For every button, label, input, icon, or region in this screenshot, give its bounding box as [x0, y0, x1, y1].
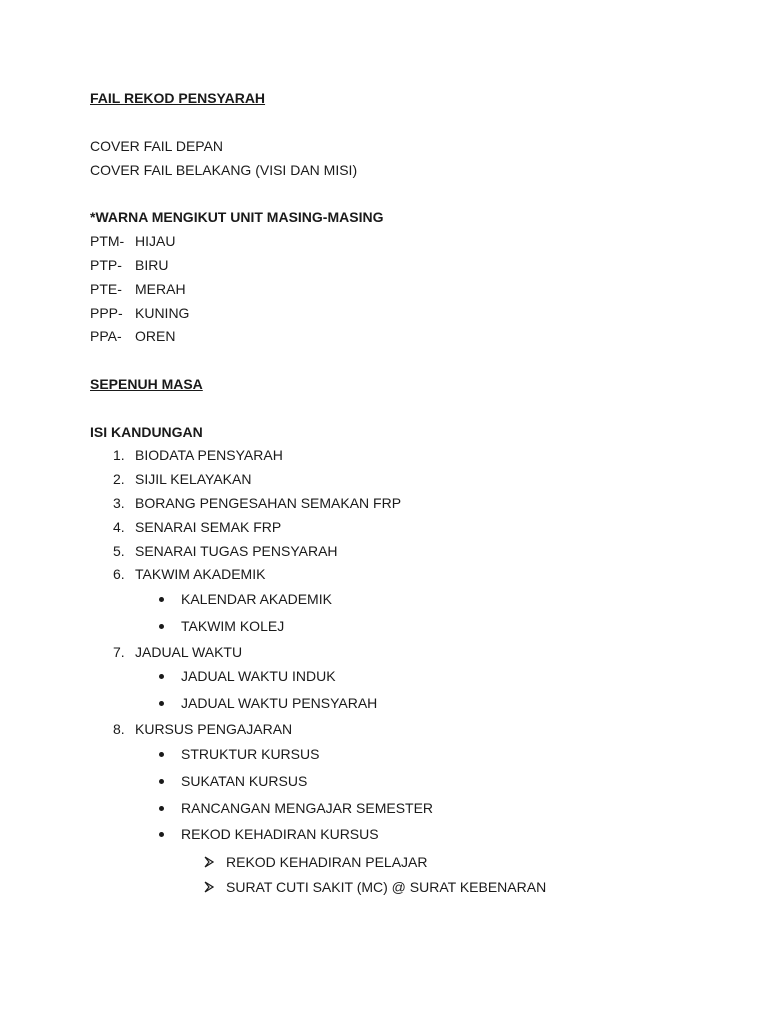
unit-colour: BIRU — [135, 257, 169, 273]
sub-list-item: STRUKTUR KURSUS — [181, 746, 320, 762]
list-item: BIODATA PENSYARAH — [135, 447, 283, 463]
list-item-number: 5. — [113, 543, 125, 559]
unit-code: PPA- — [90, 328, 122, 344]
list-item: KURSUS PENGAJARAN — [135, 721, 293, 737]
sub-sub-list-item: REKOD KEHADIRAN PELAJAR — [226, 854, 428, 870]
list-item-number: 7. — [113, 644, 125, 660]
list-item: SENARAI TUGAS PENSYARAH — [135, 543, 338, 559]
bullet-icon — [159, 752, 164, 757]
arrow-bullet-icon — [204, 881, 214, 893]
unit-code: PTE- — [90, 281, 122, 297]
list-item-number: 8. — [113, 721, 125, 737]
document-title: FAIL REKOD PENSYARAH — [90, 90, 266, 106]
sub-list-item: RANCANGAN MENGAJAR SEMESTER — [181, 800, 434, 816]
list-item-number: 1. — [113, 447, 125, 463]
list-item: SENARAI SEMAK FRP — [135, 519, 282, 535]
unit-code: PTP- — [90, 257, 122, 273]
unit-colour: MERAH — [135, 281, 186, 297]
bullet-icon — [159, 674, 164, 679]
sub-list-item: REKOD KEHADIRAN KURSUS — [181, 826, 379, 842]
list-item-number: 6. — [113, 566, 125, 582]
bullet-icon — [159, 832, 164, 837]
list-item: BORANG PENGESAHAN SEMAKAN FRP — [135, 495, 402, 511]
list-item: JADUAL WAKTU — [135, 644, 243, 660]
list-item: SIJIL KELAYAKAN — [135, 471, 252, 487]
bullet-icon — [159, 597, 164, 602]
list-item: TAKWIM AKADEMIK — [135, 566, 266, 582]
colour-note: *WARNA MENGIKUT UNIT MASING-MASING — [90, 209, 384, 225]
bullet-icon — [159, 701, 164, 706]
sub-list-item: TAKWIM KOLEJ — [181, 618, 285, 634]
cover-front: COVER FAIL DEPAN — [90, 138, 224, 154]
bullet-icon — [159, 779, 164, 784]
sub-list-item: SUKATAN KURSUS — [181, 773, 308, 789]
list-item-number: 2. — [113, 471, 125, 487]
sub-sub-list-item: SURAT CUTI SAKIT (MC) @ SURAT KEBENARAN — [226, 879, 547, 895]
unit-colour: KUNING — [135, 305, 190, 321]
unit-code: PTM- — [90, 233, 125, 249]
cover-back: COVER FAIL BELAKANG (VISI DAN MISI) — [90, 162, 358, 178]
list-item-number: 4. — [113, 519, 125, 535]
unit-colour: OREN — [135, 328, 176, 344]
contents-heading: ISI KANDUNGAN — [90, 424, 203, 440]
section-heading: SEPENUH MASA — [90, 376, 203, 392]
bullet-icon — [159, 806, 164, 811]
arrow-bullet-icon — [204, 856, 214, 868]
unit-code: PPP- — [90, 305, 123, 321]
sub-list-item: KALENDAR AKADEMIK — [181, 591, 332, 607]
bullet-icon — [159, 624, 164, 629]
sub-list-item: JADUAL WAKTU INDUK — [181, 668, 336, 684]
list-item-number: 3. — [113, 495, 125, 511]
sub-list-item: JADUAL WAKTU PENSYARAH — [181, 695, 378, 711]
unit-colour: HIJAU — [135, 233, 176, 249]
